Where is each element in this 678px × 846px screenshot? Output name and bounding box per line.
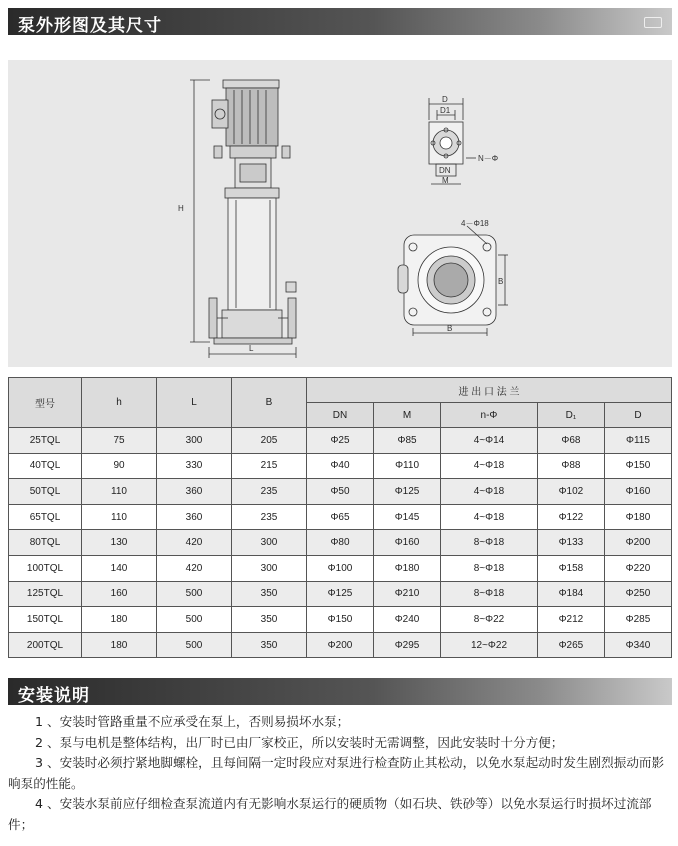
cell-h: 160 [82, 581, 157, 607]
cell-h: 75 [82, 428, 157, 454]
logo-icon [644, 17, 662, 28]
cell-model: 200TQL [9, 632, 82, 658]
cell-D1: Φ158 [537, 555, 604, 581]
cell-model: 150TQL [9, 607, 82, 633]
cell-DN: Φ40 [307, 453, 374, 479]
cell-M: Φ295 [374, 632, 441, 658]
cell-D: Φ115 [604, 428, 671, 454]
section-title: 泵外形图及其尺寸 [18, 16, 162, 36]
table-row [9, 504, 672, 530]
cell-nphi: 4~Φ14 [441, 428, 538, 454]
cell-M: Φ160 [374, 530, 441, 556]
table-row [9, 632, 672, 658]
table-row [9, 428, 672, 454]
cell-model: 80TQL [9, 530, 82, 556]
cell-h: 180 [82, 607, 157, 633]
cell-B: 235 [232, 479, 307, 505]
table-row [9, 555, 672, 581]
pump-drawing-svg [8, 60, 672, 367]
cell-D: Φ160 [604, 479, 671, 505]
cell-DN: Φ80 [307, 530, 374, 556]
dim-label-B-right: B [498, 277, 504, 286]
cell-M: Φ125 [374, 479, 441, 505]
table-row [9, 581, 672, 607]
th-model: 型号 [9, 378, 82, 428]
cell-DN: Φ65 [307, 504, 374, 530]
installation-notes [8, 712, 668, 835]
cell-model: 100TQL [9, 555, 82, 581]
dim-label-M: M [442, 176, 449, 185]
note-2: 2 、泵与电机是整体结构，出厂时已由厂家校正，所以安装时无需调整，因此安装时十分方便； [35, 734, 564, 750]
cell-D1: Φ68 [537, 428, 604, 454]
cell-B: 300 [232, 530, 307, 556]
section-title: 安装说明 [18, 686, 90, 706]
base-plan-view [398, 226, 508, 336]
cell-h: 180 [82, 632, 157, 658]
cell-model: 50TQL [9, 479, 82, 505]
cell-nphi: 8~Φ18 [441, 581, 538, 607]
cell-D1: Φ102 [537, 479, 604, 505]
cell-DN: Φ125 [307, 581, 374, 607]
note-4: 4 、安装水泵前应仔细检查泵流道内有无影响水泵运行的硬质物（如石块、铁砂等）以免水泵运行时损坏过流部件； [8, 796, 652, 832]
cell-model: 125TQL [9, 581, 82, 607]
th-L: L [157, 378, 232, 428]
cell-D1: Φ88 [537, 453, 604, 479]
cell-L: 420 [157, 530, 232, 556]
cell-DN: Φ200 [307, 632, 374, 658]
cell-B: 205 [232, 428, 307, 454]
cell-B: 350 [232, 632, 307, 658]
dim-label-D1: D1 [440, 106, 451, 115]
note-3: 3 、安装时必须拧紧地脚螺栓，且每间隔一定时段应对泵进行检查防止其松动，以免水泵起动时发生剧烈振动而影响泵的性能。 [8, 755, 665, 791]
th-flange-group: 进 出 口 法 兰 [307, 378, 672, 403]
cell-D1: Φ122 [537, 504, 604, 530]
dim-label-holes: 4－Φ18 [461, 219, 489, 228]
cell-B: 235 [232, 504, 307, 530]
cell-h: 110 [82, 504, 157, 530]
cell-D: Φ200 [604, 530, 671, 556]
pump-drawing [8, 60, 672, 367]
spec-table [8, 377, 672, 658]
cell-DN: Φ150 [307, 607, 374, 633]
cell-M: Φ210 [374, 581, 441, 607]
cell-D1: Φ133 [537, 530, 604, 556]
cell-L: 330 [157, 453, 232, 479]
cell-D: Φ250 [604, 581, 671, 607]
cell-D: Φ285 [604, 607, 671, 633]
cell-B: 350 [232, 581, 307, 607]
cell-model: 40TQL [9, 453, 82, 479]
cell-D: Φ150 [604, 453, 671, 479]
cell-nphi: 4~Φ18 [441, 504, 538, 530]
dim-label-n-phi: N－Φ [478, 154, 499, 163]
th-DN: DN [307, 403, 374, 428]
dim-label-D: D [442, 95, 448, 104]
th-D1: D₁ [537, 403, 604, 428]
cell-D: Φ220 [604, 555, 671, 581]
cell-h: 140 [82, 555, 157, 581]
section-banner-installation [8, 678, 672, 705]
cell-B: 300 [232, 555, 307, 581]
cell-h: 90 [82, 453, 157, 479]
cell-M: Φ145 [374, 504, 441, 530]
cell-D1: Φ212 [537, 607, 604, 633]
cell-nphi: 4~Φ18 [441, 453, 538, 479]
cell-L: 420 [157, 555, 232, 581]
cell-M: Φ110 [374, 453, 441, 479]
cell-D: Φ180 [604, 504, 671, 530]
dim-label-L: L [249, 344, 254, 353]
table-row [9, 453, 672, 479]
flange-view [429, 98, 476, 184]
cell-nphi: 4~Φ18 [441, 479, 538, 505]
cell-DN: Φ25 [307, 428, 374, 454]
dim-label-DN: DN [439, 166, 451, 175]
cell-L: 360 [157, 479, 232, 505]
cell-L: 300 [157, 428, 232, 454]
cell-h: 110 [82, 479, 157, 505]
cell-M: Φ240 [374, 607, 441, 633]
th-h: h [82, 378, 157, 428]
cell-L: 500 [157, 607, 232, 633]
th-M: M [374, 403, 441, 428]
cell-L: 500 [157, 632, 232, 658]
cell-nphi: 8~Φ18 [441, 555, 538, 581]
dim-label-H: H [178, 204, 184, 213]
cell-M: Φ180 [374, 555, 441, 581]
cell-h: 130 [82, 530, 157, 556]
dim-label-B-bottom: B [447, 324, 453, 333]
note-1: 1 、安装时管路重量不应承受在泵上，否则易损坏水泵； [35, 714, 350, 729]
cell-B: 215 [232, 453, 307, 479]
pump-side-view [190, 80, 296, 358]
cell-L: 500 [157, 581, 232, 607]
cell-nphi: 12~Φ22 [441, 632, 538, 658]
cell-B: 350 [232, 607, 307, 633]
cell-model: 65TQL [9, 504, 82, 530]
cell-nphi: 8~Φ22 [441, 607, 538, 633]
cell-M: Φ85 [374, 428, 441, 454]
table-row [9, 607, 672, 633]
th-D: D [604, 403, 671, 428]
cell-DN: Φ50 [307, 479, 374, 505]
section-banner-dimensions [8, 8, 672, 35]
cell-L: 360 [157, 504, 232, 530]
th-B: B [232, 378, 307, 428]
table-row [9, 479, 672, 505]
cell-D: Φ340 [604, 632, 671, 658]
table-row [9, 530, 672, 556]
cell-model: 25TQL [9, 428, 82, 454]
cell-nphi: 8~Φ18 [441, 530, 538, 556]
cell-D1: Φ265 [537, 632, 604, 658]
th-nphi: n-Φ [441, 403, 538, 428]
cell-DN: Φ100 [307, 555, 374, 581]
cell-D1: Φ184 [537, 581, 604, 607]
